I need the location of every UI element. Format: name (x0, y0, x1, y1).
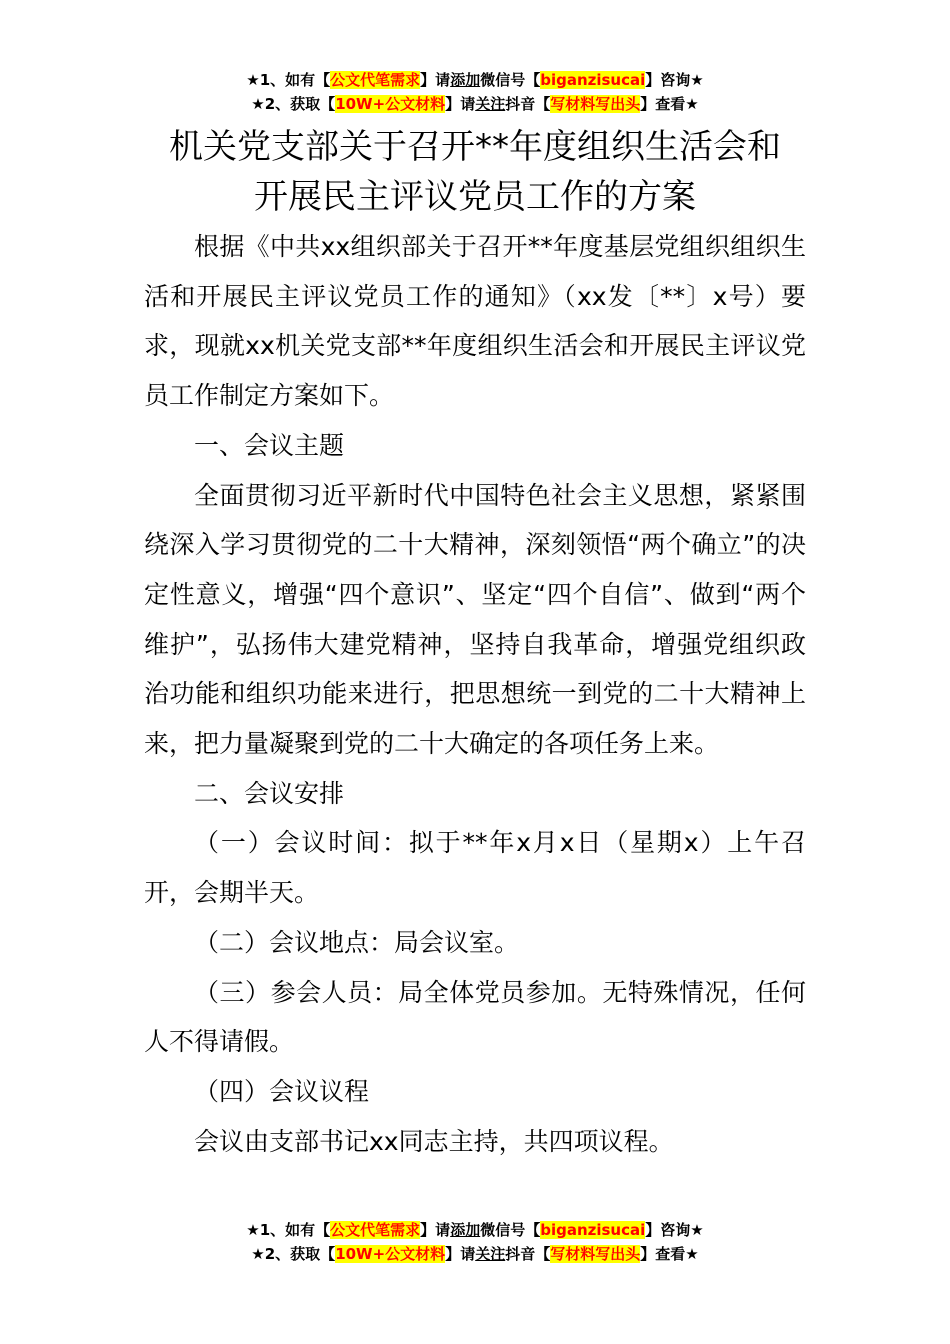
promo-highlight: 公文代笔需求 (330, 1221, 421, 1239)
promo-text: ★2、获取【 (251, 1245, 336, 1263)
promo-text: 】咨询★ (645, 1221, 704, 1239)
title-line-1: 机关党支部关于召开**年度组织生活会和 (169, 127, 781, 167)
promo-text: 】请 (445, 95, 476, 113)
promo-text: 】请 (420, 71, 451, 89)
promo-highlight: 公文代笔需求 (330, 71, 421, 89)
promo-highlight: 写材料写出头 (550, 95, 641, 113)
agenda-paragraph: 会议由支部书记xx同志主持，共四项议程。 (194, 1126, 674, 1156)
promo-underline: 关注 (475, 1245, 506, 1263)
agenda-heading: （四）会议议程 (194, 1076, 370, 1106)
section-heading-theme: 一、会议主题 (194, 430, 345, 460)
promo-text: 】请 (445, 1245, 476, 1263)
theme-paragraph: 全面贯彻习近平新时代中国特色社会主义思想，紧紧围绕深入学习贯彻党的二十大精神，深刻领悟“两个确立”的决定性意义，增强“四个意识”、坚定“四个自信”、做到“两个维护”，弘扬伟大建党精神，坚持自我革命，增强党组织政治功能和组织功能来进行，把思想统一到党的二十大精神上来，把力量凝聚到党的二十大确定的各项任务上来。 (144, 480, 806, 759)
title-line-2: 开展民主评议党员工作的方案 (254, 177, 696, 217)
section-heading-arrangement: 二、会议安排 (194, 778, 345, 808)
promo-text: 微信号【 (480, 1221, 541, 1239)
promo-text: ★1、如有【 (246, 71, 331, 89)
attendees-paragraph: （三）参会人员：局全体党员参加。无特殊情况，任何人不得请假。 (144, 977, 806, 1057)
promo-text: 】查看★ (640, 95, 699, 113)
promo-text: 】请 (420, 1221, 451, 1239)
document-title (0, 122, 950, 222)
top-promo-banner (0, 68, 950, 116)
promo-text: ★2、获取【 (251, 95, 336, 113)
intro-paragraph: 根据《中共xx组织部关于召开**年度基层党组织组织生活和开展民主评议党员工作的通知》（xx发〔**〕x号）要求，现就xx机关党支部**年度组织生活会和开展民主评议党员工作制定方案如下。 (144, 232, 806, 411)
promo-text: 】咨询★ (645, 71, 704, 89)
promo-highlight: biganzisucai (540, 1221, 646, 1239)
promo-text: 抖音【 (505, 95, 551, 113)
promo-highlight: 10W+公文材料 (335, 1245, 446, 1263)
promo-line-1 (0, 1218, 950, 1242)
promo-text: 】查看★ (640, 1245, 699, 1263)
promo-highlight: biganzisucai (540, 71, 646, 89)
bottom-promo-banner (0, 1218, 950, 1266)
promo-highlight: 写材料写出头 (550, 1245, 641, 1263)
promo-text: 抖音【 (505, 1245, 551, 1263)
document-body (144, 222, 806, 1166)
promo-line-1 (0, 68, 950, 92)
promo-text: ★1、如有【 (246, 1221, 331, 1239)
promo-line-2 (0, 1242, 950, 1266)
promo-text: 微信号【 (480, 71, 541, 89)
meeting-time-paragraph: （一）会议时间：拟于**年x月x日（星期x）上午召开，会期半天。 (144, 828, 806, 908)
promo-underline: 添加 (450, 1221, 481, 1239)
promo-underline: 关注 (475, 95, 506, 113)
promo-underline: 添加 (450, 71, 481, 89)
promo-highlight: 10W+公文材料 (335, 95, 446, 113)
promo-line-2 (0, 92, 950, 116)
meeting-location-paragraph: （二）会议地点：局会议室。 (194, 927, 520, 957)
